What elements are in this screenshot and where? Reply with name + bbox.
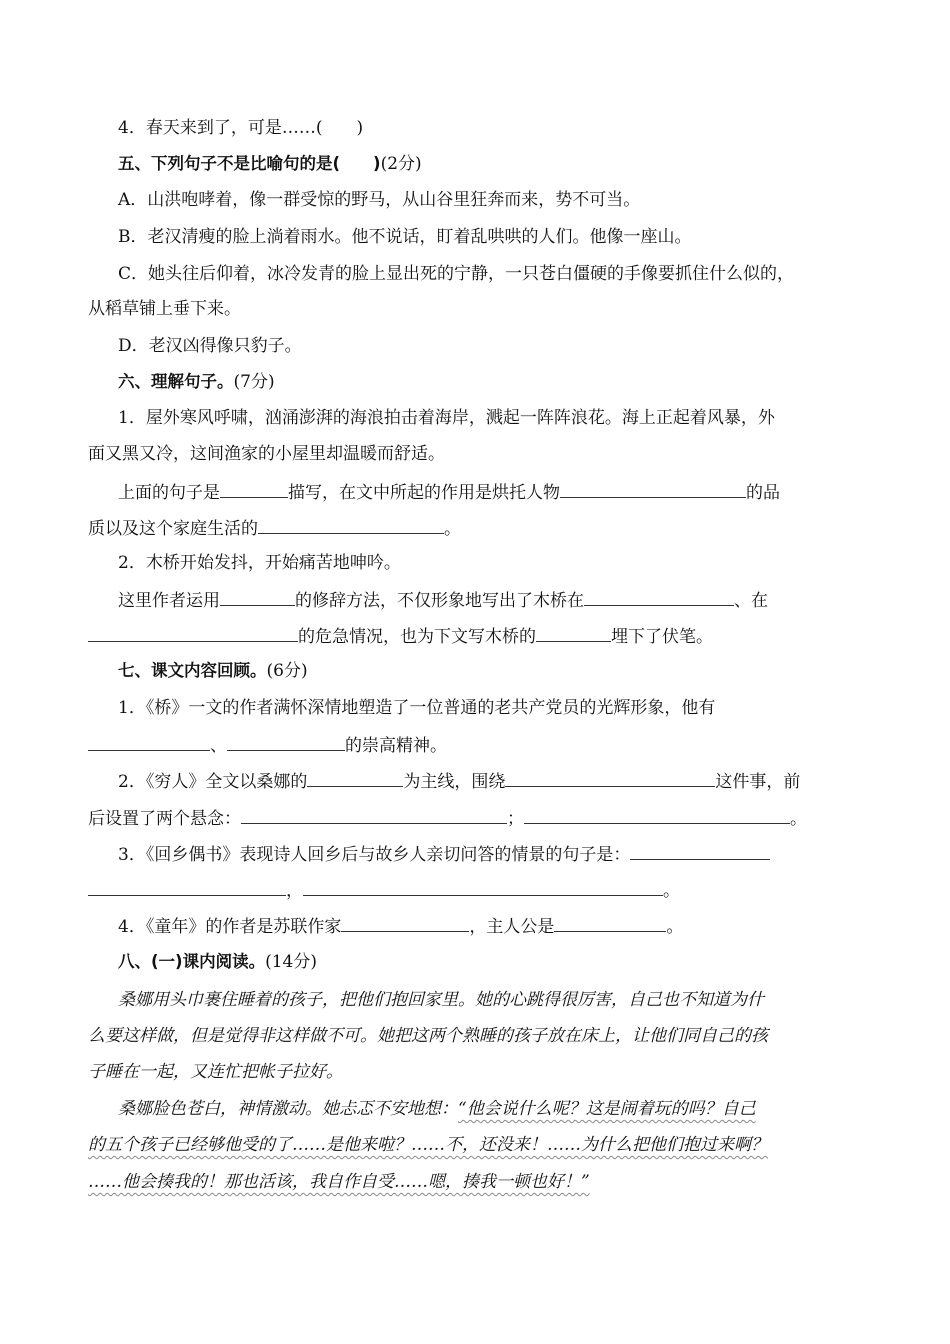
answer-blank[interactable] bbox=[584, 587, 734, 606]
s6-fill-1-text-a: 上面的句子是 bbox=[118, 483, 220, 503]
option-b: B．老汉清瘦的脸上淌着雨水。他不说话，盯着乱哄哄的人们。他像一座山。 bbox=[118, 227, 692, 247]
s6-fill-3-text-a: 这里作者运用 bbox=[118, 591, 220, 611]
answer-blank[interactable] bbox=[227, 732, 345, 751]
s7-q2b-text-c: 。 bbox=[790, 809, 807, 829]
section-6-heading bbox=[118, 370, 275, 394]
s7-q3b-text-a: ， bbox=[286, 881, 303, 901]
reading-para-1-line-2: 么要这样做，但是觉得非这样做不可。她把这两个熟睡的孩子放在床上，让他们同自己的孩 bbox=[88, 1026, 768, 1046]
section-7-heading bbox=[118, 659, 308, 683]
option-c-line-2: 从稻草铺上垂下来。 bbox=[88, 299, 241, 319]
s6-fill-line-1 bbox=[118, 479, 780, 505]
reading-para-1-line-1: 桑娜用头巾裹住睡着的孩子，把他们抱回家里。她的心跳得很厉害，自己也不知道为什 bbox=[118, 990, 764, 1010]
s7-q2b-text-a: 后设置了两个悬念： bbox=[88, 809, 241, 829]
s6-fill-3-text-b: 的修辞方法，不仅形象地写出了木桥在 bbox=[295, 591, 584, 611]
s6-fill-2-text-b: 。 bbox=[444, 519, 461, 539]
s6-question-1-line-2: 面又黑又冷，这间渔家的小屋里却温暖而舒适。 bbox=[88, 444, 445, 464]
option-d: D．老汉凶得像只豹子。 bbox=[118, 336, 302, 356]
reading-para-2-line-2 bbox=[88, 1133, 768, 1157]
s7-question-1: 1．《桥》一文的作者满怀深情地塑造了一位普通的老共产党员的光辉形象，他有 bbox=[118, 698, 716, 718]
s7-q3b-text-b: 。 bbox=[663, 881, 680, 901]
s7-q1-text-b: 的崇高精神。 bbox=[345, 736, 447, 756]
reading-para-1-line-3: 子睡在一起，又连忙把帐子拉好。 bbox=[88, 1062, 343, 1082]
answer-blank[interactable] bbox=[88, 623, 298, 642]
section-8-title: 八、(一)课内阅读。 bbox=[118, 952, 266, 971]
s7-question-4 bbox=[118, 913, 683, 939]
s6-fill-line-3 bbox=[118, 587, 768, 613]
s7-question-2-fill bbox=[88, 805, 807, 831]
s7-q2-text-a: 2．《穷人》全文以桑娜的 bbox=[118, 772, 308, 792]
s7-q4-text-c: 。 bbox=[666, 917, 684, 937]
answer-blank[interactable] bbox=[536, 623, 611, 642]
s7-q2-text-b: 为主线，围绕 bbox=[403, 772, 506, 792]
s7-q4-text-a: 4．《童年》的作者是苏联作家 bbox=[118, 917, 342, 937]
s6-fill-4-text-a: 的危急情况，也为下文写木桥的 bbox=[298, 627, 536, 647]
answer-blank[interactable] bbox=[524, 805, 790, 824]
s6-fill-1-text-c: 的品 bbox=[746, 483, 780, 503]
answer-blank[interactable] bbox=[341, 913, 469, 932]
s6-fill-4-text-b: 埋下了伏笔。 bbox=[611, 627, 713, 647]
section-7-title: 七、课文内容回顾。 bbox=[118, 661, 267, 680]
answer-blank[interactable] bbox=[630, 841, 770, 860]
section-8-points: (14分) bbox=[265, 952, 317, 972]
answer-blank[interactable] bbox=[560, 479, 746, 498]
s6-fill-1-text-b: 描写，在文中所起的作用是烘托人物 bbox=[288, 483, 560, 503]
s6-fill-3-text-c: 、在 bbox=[734, 591, 768, 611]
answer-blank[interactable] bbox=[505, 768, 715, 787]
option-c-line-1: C．她头往后仰着，冰冷发青的脸上显出死的宁静，一只苍白僵硬的手像要抓住什么似的， bbox=[118, 264, 795, 284]
answer-blank[interactable] bbox=[303, 877, 663, 896]
s6-question-1-line-1: 1．屋外寒风呼啸，汹涌澎湃的海浪拍击着海岸，溅起一阵阵浪花。海上正起着风暴，外 bbox=[118, 408, 775, 428]
s7-question-3 bbox=[118, 841, 770, 867]
s6-fill-line-4 bbox=[88, 623, 713, 649]
section-5-title: 五、下列句子不是比喻句的是( ) bbox=[118, 154, 381, 173]
wavy-underlined-quote: 的五个孩子已经够他受的了……是他来啦？……不，还没来！……为什么把他们抱过来啊？ bbox=[88, 1135, 768, 1155]
s7-q3-text: 3．《回乡偶书》表现诗人回乡后与故乡人亲切问答的情景的句子是： bbox=[118, 845, 631, 865]
s7-question-1-fill bbox=[88, 732, 447, 758]
answer-blank[interactable] bbox=[258, 515, 444, 534]
s7-q1-text-a: 、 bbox=[210, 736, 227, 756]
section-5-heading bbox=[118, 152, 422, 176]
answer-blank[interactable] bbox=[88, 732, 210, 751]
question-4-spring: 4．春天来到了，可是……( ) bbox=[118, 118, 364, 138]
reading-para-2-line-1 bbox=[118, 1097, 756, 1121]
section-6-title: 六、理解句子。 bbox=[118, 372, 234, 391]
reading-para-2-intro: 桑娜脸色苍白，神情激动。她忐忑不安地想： bbox=[118, 1099, 458, 1119]
wavy-underlined-quote: “他会说什么呢？这是闹着玩的吗？自己 bbox=[458, 1099, 756, 1119]
wavy-underlined-quote: ……他会揍我的！那也活该，我自作自受……嗯，揍我一顿也好！” bbox=[88, 1172, 590, 1192]
answer-blank[interactable] bbox=[88, 877, 286, 896]
section-5-points: (2分) bbox=[380, 154, 422, 174]
s7-q4-text-b: ，主人公是 bbox=[469, 917, 555, 937]
answer-blank[interactable] bbox=[220, 479, 288, 498]
section-6-points: (7分) bbox=[233, 372, 275, 392]
answer-blank[interactable] bbox=[307, 768, 403, 787]
s6-question-2: 2．木桥开始发抖，开始痛苦地呻吟。 bbox=[118, 553, 401, 573]
section-7-points: (6分) bbox=[266, 661, 308, 681]
s6-fill-2-text-a: 质以及这个家庭生活的 bbox=[88, 519, 258, 539]
s7-question-3-fill bbox=[88, 877, 680, 903]
answer-blank[interactable] bbox=[554, 913, 666, 932]
section-8-heading bbox=[118, 950, 317, 974]
s7-q2b-text-b: ； bbox=[507, 809, 524, 829]
reading-para-2-line-3 bbox=[88, 1170, 590, 1194]
answer-blank[interactable] bbox=[241, 805, 507, 824]
answer-blank[interactable] bbox=[220, 587, 295, 606]
s7-question-2 bbox=[118, 768, 800, 794]
s7-q2-text-c: 这件事，前 bbox=[715, 772, 801, 792]
option-a: A．山洪咆哮着，像一群受惊的野马，从山谷里狂奔而来，势不可当。 bbox=[118, 190, 641, 210]
s6-fill-line-2 bbox=[88, 515, 461, 541]
